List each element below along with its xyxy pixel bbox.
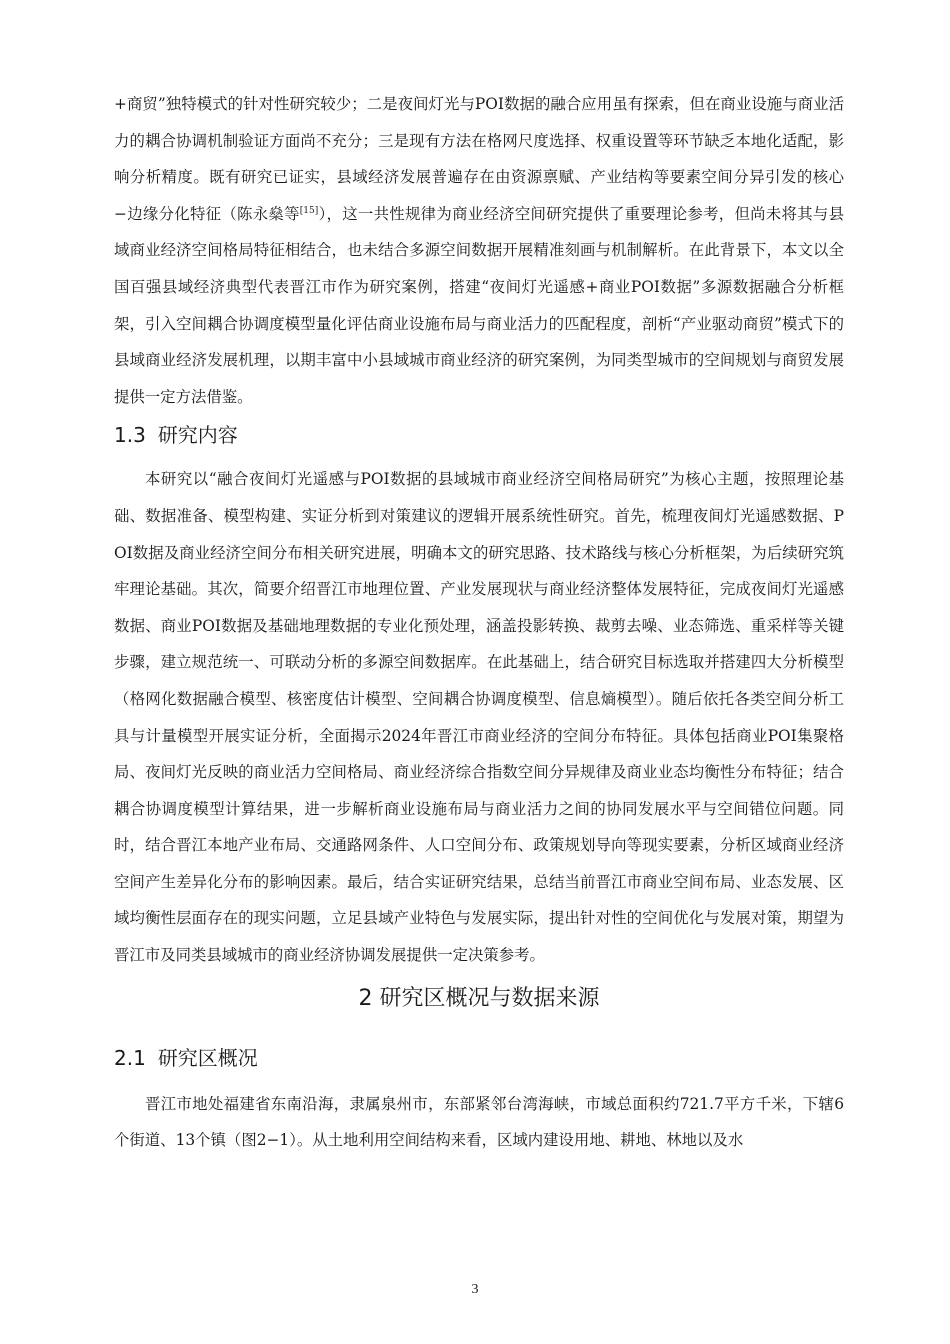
section-title: 研究内容 [157,423,238,448]
section-heading-1-3 [114,421,844,449]
paragraph-continued [114,86,844,415]
chapter-heading-2: 2 研究区概况与数据来源 [358,985,600,1011]
section-2-1-body: 晋江市地处福建省东南沿海，隶属泉州市，东部紧邻台湾海峡，市域总面积约721.7平方千米，下辖6个街道、13个镇（图2−1）。从土地利用空间结构来看，区域内建设用地、耕地、林地以及水 [114,1094,844,1150]
section-number: 2.1 [114,1045,146,1070]
page-number: 3 [471,1282,479,1297]
page-body [114,86,844,1159]
citation-reference[interactable]: [15] [299,205,319,216]
section-number: 1.3 [114,423,146,448]
section-title: 研究区概况 [157,1045,258,1070]
paragraph-text: ），这一共性规律为商业经济空间研究提供了重要理论参考，但尚未将其与县域商业经济空间格局特征相结合，也未结合多源空间数据开展精准刻画与机制解析。在此背景下，本文以全国百强县域经济典型代表晋江市作为研究案例，搭建“夜间灯光遥感+商业POI数据”多源数据融合分析框架，引入空间耦合协调度模型量化评估商业设施布局与商业活力的匹配程度，剖析“产业驱动商贸”模式下的县域商业经济发展机理，以期丰富中小县域城市商业经济的研究案例，为同类型城市的空间规划与商贸发展提供一定方法借鉴。 [114,204,844,406]
section-1-3-body: 本研究以“融合夜间灯光遥感与POI数据的县域城市商业经济空间格局研究”为核心主题，按照理论基础、数据准备、模型构建、实证分析到对策建议的逻辑开展系统性研究。首先，梳理夜间灯光遥感数据、POI数据及商业经济空间分布相关研究进展，明确本文的研究思路、技术路线与核心分析框架，为后续研究筑牢理论基础。其次，简要介绍晋江市地理位置、产业发展现状与商业经济整体发展特征，完成夜间灯光遥感数据、商业POI数据及基础地理数据的专业化预处理，涵盖投影转换、裁剪去噪、业态筛选、重采样等关键步骤，建立规范统一、可联动分析的多源空间数据库。在此基础上，结合研究目标选取并搭建四大分析模型（格网化数据融合模型、核密度估计模型、空间耦合协调度模型、信息熵模型）。随后依托各类空间分析工具与计量模型开展实证分析，全面揭示2024年晋江市商业经济的空间分布特征。具体包括商业POI集聚格局、夜间灯光反映的商业活力空间格局、商业经济综合指数空间分异规律及商业业态均衡性分布特征；结合耦合协调度模型计算结果，进一步解析商业设施布局与商业活力之间的协同发展水平与空间错位问题。同时，结合晋江本地产业布局、交通路网条件、人口空间分布、政策规划导向等现实要素，分析区域商业经济空间产生差异化分布的影响因素。最后，结合实证研究结果，总结当前晋江市商业空间布局、业态发展、区域均衡性层面存在的现实问题，立足县域产业特色与发展实际，提出针对性的空间优化与发展对策，期望为晋江市及同类县域城市的商业经济协调发展提供一定决策参考。 [114,470,844,965]
section-heading-2-1 [114,1044,844,1072]
paragraph-text: +商贸”独特模式的针对性研究较少；二是夜间灯光与POI数据的融合应用虽有探索，但在商业设施与商业活力的耦合协调机制验证方面尚不充分；三是现有方法在格网尺度选择、权重设置等环节缺乏本地化适配，影响分析精度。既有研究已证实，县域经济发展普遍存在由资源禀赋、产业结构等要素空间分异引发的核心−边缘分化特征（陈永燊等 [114,95,844,223]
